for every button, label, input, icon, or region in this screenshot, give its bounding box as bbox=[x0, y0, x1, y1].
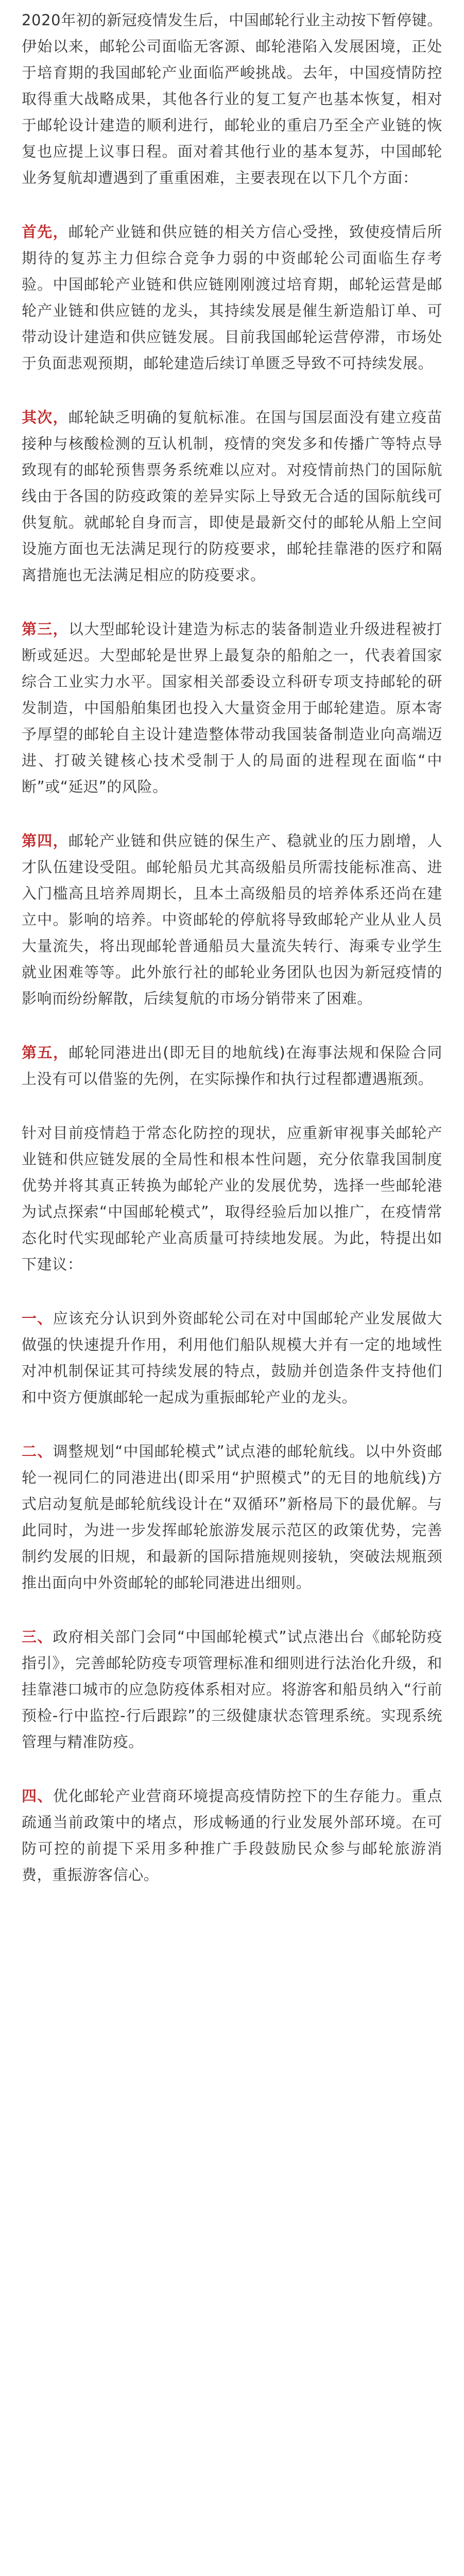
paragraph-lead: 第五， bbox=[22, 1044, 69, 1061]
paragraph-point-5 bbox=[22, 1040, 442, 1092]
paragraph-lead: 首先， bbox=[22, 223, 68, 241]
paragraph-lead: 三、 bbox=[22, 1628, 53, 1646]
paragraph-lead: 四、 bbox=[22, 1787, 53, 1805]
paragraph-suggestion-1 bbox=[22, 1306, 442, 1411]
paragraph-text: 2020年初的新冠疫情发生后，中国邮轮行业主动按下暂停键。伊始以来，邮轮公司面临无客源、邮轮港陷入发展困境，正处于培育期的我国邮轮产业面临严峻挑战。去年，中国疫情防控取得重大战略成果，其他各行业的复工复产也基本恢复，相对于邮轮设计建造的顺利进行，邮轮业的重启乃至全产业链的恢复也应提上议事日程。面对着其他行业的基本复苏，中国邮轮业务复航却遭遇到了重重困难，主要表现在以下几个方面： bbox=[22, 11, 442, 187]
paragraph-text: 邮轮产业链和供应链的相关方信心受挫，致使疫情后所期待的复苏主力但综合竞争力弱的中资邮轮公司面临生存考验。中国邮轮产业链和供应链刚刚渡过培育期，邮轮运营是邮轮产业链和供应链的龙头，其持续发展是催生新造船订单、可带动设计建造和供应链发展。目前我国邮轮运营停滞，市场处于负面悲观预期，邮轮建造后续订单匮乏导致不可持续发展。 bbox=[22, 223, 442, 372]
paragraph-point-4 bbox=[22, 828, 442, 1012]
paragraph-text: 政府相关部门会同“中国邮轮模式”试点港出台《邮轮防疫指引》，完善邮轮防疫专项管理标准和细则进行法治化升级，和挂靠港口城市的应急防疫体系相对应。将游客和船员纳入“行前预检-行中监控-行后跟踪”的三级健康状态管理系统。实现系统管理与精准防疫。 bbox=[22, 1628, 442, 1751]
paragraph-suggestion-4 bbox=[22, 1783, 442, 1888]
paragraph-text: 优化邮轮产业营商环境提高疫情防控下的生存能力。重点疏通当前政策中的堵点，形成畅通的行业发展外部环境。在可防可控的前提下采用多种推广手段鼓励民众参与邮轮旅游消费，重振游客信心。 bbox=[22, 1787, 442, 1884]
paragraph-text: 邮轮缺乏明确的复航标准。在国与国层面没有建立疫苗接种与核酸检测的互认机制，疫情的突发多和传播广等特点导致现有的邮轮预售票务系统难以应对。对疫情前热门的国际航线由于各国的防疫政策的差异实际上导致无合适的国际航线可供复航。就邮轮自身而言，即使是最新交付的邮轮从船上空间设施方面也无法满足现行的防疫要求，邮轮挂靠港的医疗和隔离措施也无法满足相应的防疫要求。 bbox=[22, 409, 442, 584]
paragraph-lead: 一、 bbox=[22, 1310, 53, 1327]
paragraph-point-2 bbox=[22, 404, 442, 588]
paragraph-intro bbox=[22, 7, 442, 191]
paragraph-point-1 bbox=[22, 219, 442, 377]
paragraph-text: 以大型邮轮设计建造为标志的装备制造业升级进程被打断或延迟。大型邮轮是世界上最复杂的船舶之一，代表着国家综合工业实力水平。国家相关部委设立科研专项支持邮轮的研发制造，中国船舶集团也投入大量资金用于邮轮建造。原本寄予厚望的邮轮自主设计建造整体带动我国装备制造业向高端迈进、打破关键核心技术受制于人的局面的进程现在面临“中断”或“延迟”的风险。 bbox=[22, 620, 442, 795]
paragraph-suggestion-intro bbox=[22, 1120, 442, 1278]
paragraph-text: 邮轮同港进出(即无目的地航线)在海事法规和保险合同上没有可以借鉴的先例，在实际操作和执行过程都遭遇瓶颈。 bbox=[22, 1044, 442, 1088]
paragraph-lead: 第三， bbox=[22, 620, 68, 638]
paragraph-lead: 二、 bbox=[22, 1443, 53, 1460]
paragraph-text: 邮轮产业链和供应链的保生产、稳就业的压力剧增，人才队伍建设受阻。邮轮船员尤其高级船员所需技能标准高、进入门槛高且培养周期长，且本土高级船员的培养体系还尚在建立中。影响的培养。中资邮轮的停航将导致邮轮产业从业人员大量流失，将出现邮轮普通船员大量流失转行、海乘专业学生就业困难等等。此外旅行社的邮轮业务团队也因为新冠疫情的影响而纷纷解散，后续复航的市场分销带来了困难。 bbox=[22, 832, 442, 1007]
paragraph-lead: 第四， bbox=[22, 832, 68, 850]
paragraph-text: 针对目前疫情趋于常态化防控的现状，应重新审视事关邮轮产业链和供应链发展的全局性和根本性问题，充分依靠我国制度优势并将其真正转换为邮轮产业的发展优势，选择一些邮轮港为试点探索“中国邮轮模式”，取得经验后加以推广，在疫情常态化时代实现邮轮产业高质量可持续地发展。为此，特提出如下建议： bbox=[22, 1124, 442, 1273]
paragraph-suggestion-2 bbox=[22, 1438, 442, 1596]
paragraph-lead: 其次， bbox=[22, 409, 68, 426]
paragraph-point-3 bbox=[22, 616, 442, 800]
paragraph-text: 调整规划“中国邮轮模式”试点港的邮轮航线。以中外资邮轮一视同仁的同港进出(即采用“护照模式”的无目的地航线)方式启动复航是邮轮航线设计在“双循环”新格局下的最优解。与此同时，为进一步发挥邮轮旅游发展示范区的政策优势，完善制约发展的旧规，和最新的国际措施规则接轨，突破法规瓶颈推出面向中外资邮轮的邮轮同港进出细则。 bbox=[22, 1443, 442, 1591]
paragraph-suggestion-3 bbox=[22, 1624, 442, 1755]
paragraph-text: 应该充分认识到外资邮轮公司在对中国邮轮产业发展做大做强的快速提升作用，利用他们船队规模大并有一定的地域性对冲机制保证其可持续发展的特点，鼓励并创造条件支持他们和中资方便旗邮轮一起成为重振邮轮产业的龙头。 bbox=[22, 1310, 442, 1406]
